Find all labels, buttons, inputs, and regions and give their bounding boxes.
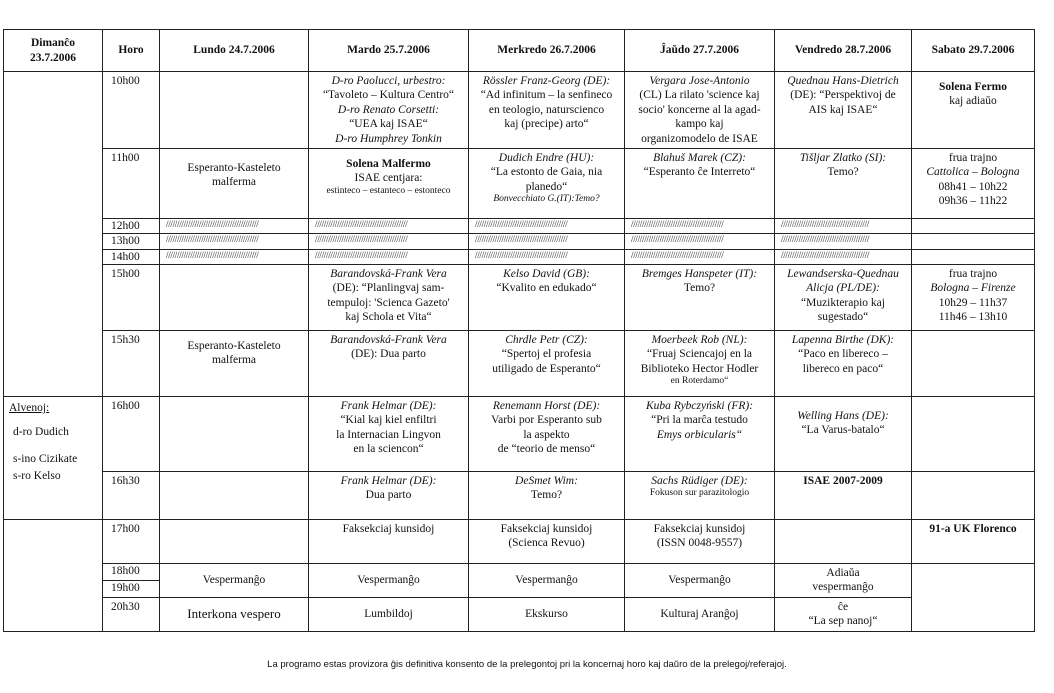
text-line: “Kial kaj kiel enfiltri — [340, 414, 437, 427]
cell — [912, 218, 1035, 233]
text-line: Frank Helmar (DE): — [340, 400, 437, 412]
text-line: Welling Hans (DE): — [797, 410, 889, 422]
text-line: libereco en paco“ — [802, 362, 884, 375]
text-line: Temo? — [530, 489, 563, 502]
text-line: Tišljar Zlatko (SI): — [799, 151, 887, 164]
cell-talk — [469, 397, 625, 472]
header-sunday-line: 23.7.2006 — [30, 51, 76, 64]
arrival-name: s-ino Cizikate — [13, 452, 78, 465]
text-line: “Muzikterapio kaj — [801, 296, 885, 309]
cell-evening: Interkona vespero — [160, 597, 309, 631]
row-10h00 — [4, 72, 1035, 149]
text-line: (DE): “Perspektivoj de — [790, 89, 896, 102]
row-20h30 — [4, 597, 1035, 631]
row-12h00 — [4, 218, 1035, 233]
text-line: Blahuš Marek (CZ): — [653, 151, 746, 164]
cell-dinner: Vespermanĝo — [160, 564, 309, 598]
header-sunday — [4, 30, 103, 72]
hour-cell: 20h30 — [103, 597, 160, 631]
text-line: Dudich Endre (HU): — [498, 151, 595, 164]
text-line: ISAE 2007-2009 — [803, 475, 883, 487]
text-line: “Esperanto ĉe Interreto“ — [643, 166, 756, 179]
text-line: Frank Helmar (DE): — [340, 475, 437, 487]
row-16h30 — [4, 472, 1035, 520]
header-monday: Lundo 24.7.2006 — [160, 30, 309, 72]
cell-talk — [625, 148, 775, 218]
cell — [912, 331, 1035, 397]
hour-cell: 13h00 — [103, 234, 160, 249]
text-line: “La sep nanoj“ — [808, 615, 878, 628]
text-line: Faksekciaj kunsidoj — [342, 523, 435, 535]
blocked-cell: ////////////////////////////////////////// — [469, 249, 625, 264]
row-14h00 — [4, 249, 1035, 264]
row-17h00 — [4, 520, 1035, 564]
text-line: D-ro Humphrey Tonkin — [335, 132, 442, 145]
text-line: Barandovská-Frank Vera — [330, 268, 447, 280]
text-line: Kuba Rybczyński (FR): — [645, 400, 754, 412]
cell-talk — [309, 472, 469, 520]
blocked-cell: ////////////////////////////////////////// — [160, 218, 309, 233]
header-hour: Horo — [103, 30, 160, 72]
cell — [160, 472, 309, 520]
cell — [160, 265, 309, 331]
cell-talk — [775, 265, 912, 331]
text-line: planedo“ — [525, 180, 568, 193]
text-line: estinteco – estanteco – estonteco — [326, 185, 451, 196]
text-line: Moerbeek Rob (NL): — [651, 334, 748, 346]
text-line: D-ro Paolucci, urbestro: — [331, 75, 446, 87]
cell-train — [912, 148, 1035, 218]
cell-talk — [469, 331, 625, 397]
text-line: Lapenna Birthe (DK): — [791, 334, 895, 346]
cell-castle — [160, 331, 309, 397]
cell-castle — [160, 148, 309, 218]
hour-cell: 16h00 — [103, 397, 160, 472]
blocked-cell: ////////////////////////////////////////// — [309, 234, 469, 249]
text-line: Faksekciaj kunsidoj — [500, 523, 593, 535]
text-line: “La Varus-batalo“ — [801, 424, 885, 437]
cell-talk — [625, 397, 775, 472]
blocked-cell: ////////////////////////////////////////// — [160, 249, 309, 264]
text-line: Dua parto — [365, 489, 412, 502]
cell — [912, 397, 1035, 472]
text-line: de “teorio de menso“ — [497, 443, 596, 456]
text-line: Bologna – Firenze — [930, 282, 1016, 295]
row-15h00 — [4, 265, 1035, 331]
hour-cell: 12h00 — [103, 218, 160, 233]
text-line: “Spertoj el profesia — [501, 348, 592, 361]
text-line: Varbi por Esperanto sub — [491, 414, 602, 427]
row-11h00 — [4, 148, 1035, 218]
sunday-cell-morning — [4, 72, 103, 397]
text-line: kaj Schola et Vita“ — [345, 311, 432, 324]
text-line: Temo? — [827, 166, 859, 179]
text-line: (CL) La rilato 'science kaj — [639, 89, 760, 102]
arrivals-title: Alvenoj: — [9, 402, 50, 414]
cell-talk — [309, 331, 469, 397]
text-line: Temo? — [683, 282, 716, 295]
cell — [912, 564, 1035, 632]
cell-train — [912, 265, 1035, 331]
hour-cell: 15h00 — [103, 265, 160, 331]
cell — [775, 520, 912, 564]
text-line: Renemann Horst (DE): — [492, 400, 601, 412]
text-line: (DE): Dua parto — [351, 348, 426, 361]
text-line: Quednau Hans-Dietrich — [787, 75, 899, 87]
cell-talk — [775, 72, 912, 149]
sunday-cell-evening — [4, 520, 103, 632]
cell-session — [469, 520, 625, 564]
text-line: Esperanto-Kasteleto — [187, 340, 281, 352]
blocked-cell: //////////////////////////////////////// — [775, 218, 912, 233]
sunday-arrivals — [4, 397, 103, 520]
cell-evening: Lumbildoj — [309, 597, 469, 631]
text-line: kaj adiaŭo — [949, 95, 997, 108]
text-line: kampo kaj — [675, 118, 724, 131]
cell-talk — [775, 331, 912, 397]
row-15h30 — [4, 331, 1035, 397]
text-line: 10h29 – 11h37 — [938, 296, 1008, 309]
header-sunday-line: Dimanĉo — [30, 37, 76, 50]
blocked-cell: ////////////////////////////////////////// — [160, 234, 309, 249]
text-line: kaj (precipe) arto“ — [504, 118, 589, 131]
hour-cell: 10h00 — [103, 72, 160, 149]
cell-evening — [775, 597, 912, 631]
arrival-name: s-ro Kelso — [13, 470, 61, 483]
cell — [160, 397, 309, 472]
text-line: Faksekciaj kunsidoj — [653, 523, 746, 535]
cell-talk — [469, 148, 625, 218]
row-18h00 — [4, 564, 1035, 581]
blocked-cell: ////////////////////////////////////////// — [309, 249, 469, 264]
cell-board — [775, 472, 912, 520]
text-line: Emys orbicularis“ — [656, 428, 743, 441]
blocked-cell: ////////////////////////////////////////// — [309, 218, 469, 233]
text-line: frua trajno — [948, 151, 998, 164]
text-line: Lewandserska-Quednau — [787, 268, 899, 280]
cell-session — [309, 520, 469, 564]
hour-cell: 11h00 — [103, 148, 160, 218]
text-line: tempuloj: 'Scienca Gazeto' — [327, 296, 450, 309]
text-line: D-ro Renato Corsetti: — [337, 103, 440, 116]
header-row — [4, 30, 1035, 72]
text-line: en Roterdamo“ — [670, 376, 729, 387]
header-thursday: Ĵaŭdo 27.7.2006 — [625, 30, 775, 72]
cell — [912, 472, 1035, 520]
text-line: (Scienca Revuo) — [508, 537, 585, 550]
text-line: 09h36 – 11h22 — [938, 195, 1008, 207]
text-line: vespermanĝo — [812, 581, 874, 594]
text-line: Cattolica – Bologna — [926, 166, 1020, 179]
text-line: Chrdle Petr (CZ): — [505, 334, 588, 346]
row-16h00 — [4, 397, 1035, 472]
cell-dinner: Vespermanĝo — [309, 564, 469, 598]
blocked-cell: ////////////////////////////////////////// — [625, 218, 775, 233]
text-line: la aspekto — [523, 428, 570, 441]
text-line: Bonvecchiato G.(IT):Temo? — [493, 194, 600, 204]
text-line: sugestado“ — [817, 311, 869, 324]
text-line: en la sciencon“ — [353, 443, 424, 456]
cell-opening — [309, 148, 469, 218]
text-line: “Ad infinitum – la senfineco — [480, 89, 613, 102]
cell-talk — [469, 72, 625, 149]
text-line: Adiaŭa — [826, 567, 860, 579]
cell-session — [625, 520, 775, 564]
text-line: Vergara Jose-Antonio — [649, 75, 750, 87]
text-line: (ISSN 0048-9557) — [656, 537, 743, 550]
cell-talk — [625, 265, 775, 331]
text-line: Biblioteko Hector Hodler — [640, 362, 759, 375]
text-line: Solena Malfermo — [346, 157, 431, 170]
cell-evening: Ekskurso — [469, 597, 625, 631]
cell — [912, 249, 1035, 264]
cell-talk — [469, 472, 625, 520]
cell-talk — [309, 72, 469, 149]
cell — [160, 520, 309, 564]
cell-talk — [625, 472, 775, 520]
arrival-name: d-ro Dudich — [13, 426, 69, 439]
header-friday: Vendredo 28.7.2006 — [775, 30, 912, 72]
text-line: Kelso David (GB): — [503, 268, 590, 280]
blocked-cell: ////////////////////////////////////////// — [625, 234, 775, 249]
hour-cell: 17h00 — [103, 520, 160, 564]
text-line: (DE): “Planlingvaj sam- — [332, 282, 445, 295]
text-line: DeSmet Wim: — [515, 475, 578, 487]
text-line: Esperanto-Kasteleto — [187, 161, 281, 174]
text-line: ISAE centjara: — [354, 172, 423, 185]
hour-cell: 18h00 — [103, 564, 160, 581]
text-line: Fokuson sur parazitologio — [649, 488, 750, 499]
text-line: Rössler Franz-Georg (DE): — [482, 75, 611, 87]
row-13h00 — [4, 234, 1035, 249]
text-line: Bremges Hanspeter (IT): — [641, 268, 758, 280]
text-line: Alicja (PL/DE): — [806, 282, 880, 295]
cell-talk — [469, 265, 625, 331]
text-line: organizomodelo de ISAE — [641, 132, 758, 145]
text-line: “La estonto de Gaia, nia — [490, 166, 603, 179]
text-line: en teologio, naturscienco — [488, 103, 605, 116]
text-line: ĉe — [837, 600, 849, 613]
cell-congress — [912, 520, 1035, 564]
header-tuesday: Mardo 25.7.2006 — [309, 30, 469, 72]
cell-talk — [625, 72, 775, 149]
text-line: “Pri la marĉa testudo — [651, 414, 748, 427]
text-line: Barandovská-Frank Vera — [330, 334, 447, 346]
footer-note: La programo estas provizora ĝis definitiva konsento de la prelegontoj pri la koncernaj horo kaj daŭro de la prelegoj/referajoj. — [267, 659, 787, 670]
text-line: “Kvalito en edukado“ — [496, 282, 597, 295]
cell-talk — [625, 331, 775, 397]
text-line: “Fruaj Sciencajoj en la — [646, 348, 753, 361]
text-line: malferma — [211, 176, 257, 189]
text-line: 11h46 – 13h10 — [938, 311, 1008, 324]
cell-talk — [309, 265, 469, 331]
text-line: “Paco en libereco – — [798, 348, 888, 361]
text-line: frua trajno — [948, 268, 998, 280]
text-line: AIS kaj ISAE“ — [808, 103, 878, 116]
cell-dinner: Vespermanĝo — [469, 564, 625, 598]
hour-cell: 19h00 — [103, 580, 160, 597]
cell — [912, 234, 1035, 249]
cell-farewell-dinner — [775, 564, 912, 598]
cell — [160, 72, 309, 149]
text-line: “Tavoleto – Kultura Centro“ — [322, 89, 455, 102]
cell-dinner: Vespermanĝo — [625, 564, 775, 598]
blocked-cell: ////////////////////////////////////////// — [625, 249, 775, 264]
blocked-cell: //////////////////////////////////////// — [775, 249, 912, 264]
header-wednesday: Merkredo 26.7.2006 — [469, 30, 625, 72]
hour-cell: 15h30 — [103, 331, 160, 397]
text-line: 08h41 – 10h22 — [938, 180, 1008, 193]
text-line: “UEA kaj ISAE“ — [349, 118, 428, 131]
blocked-cell: //////////////////////////////////////// — [775, 234, 912, 249]
text-line: Solena Fermo — [938, 81, 1008, 93]
text-line: malferma — [211, 354, 257, 367]
text-line: Sachs Rüdiger (DE): — [651, 475, 748, 487]
text-line: utiligado de Esperanto“ — [492, 362, 601, 375]
hour-cell: 14h00 — [103, 249, 160, 264]
cell-talk — [775, 397, 912, 472]
text-line: 91-a UK Florenco — [929, 523, 1017, 535]
schedule-table — [3, 29, 1035, 632]
cell-talk — [309, 397, 469, 472]
cell-evening: Kulturaj Aranĝoj — [625, 597, 775, 631]
cell-closing — [912, 72, 1035, 149]
blocked-cell: ////////////////////////////////////////// — [469, 234, 625, 249]
cell-talk — [775, 148, 912, 218]
text-line: socio' koncerne al la agad- — [638, 103, 761, 116]
text-line: la Internacian Lingvon — [336, 428, 441, 441]
hour-cell: 16h30 — [103, 472, 160, 520]
blocked-cell: ////////////////////////////////////////// — [469, 218, 625, 233]
header-saturday: Sabato 29.7.2006 — [912, 30, 1035, 72]
